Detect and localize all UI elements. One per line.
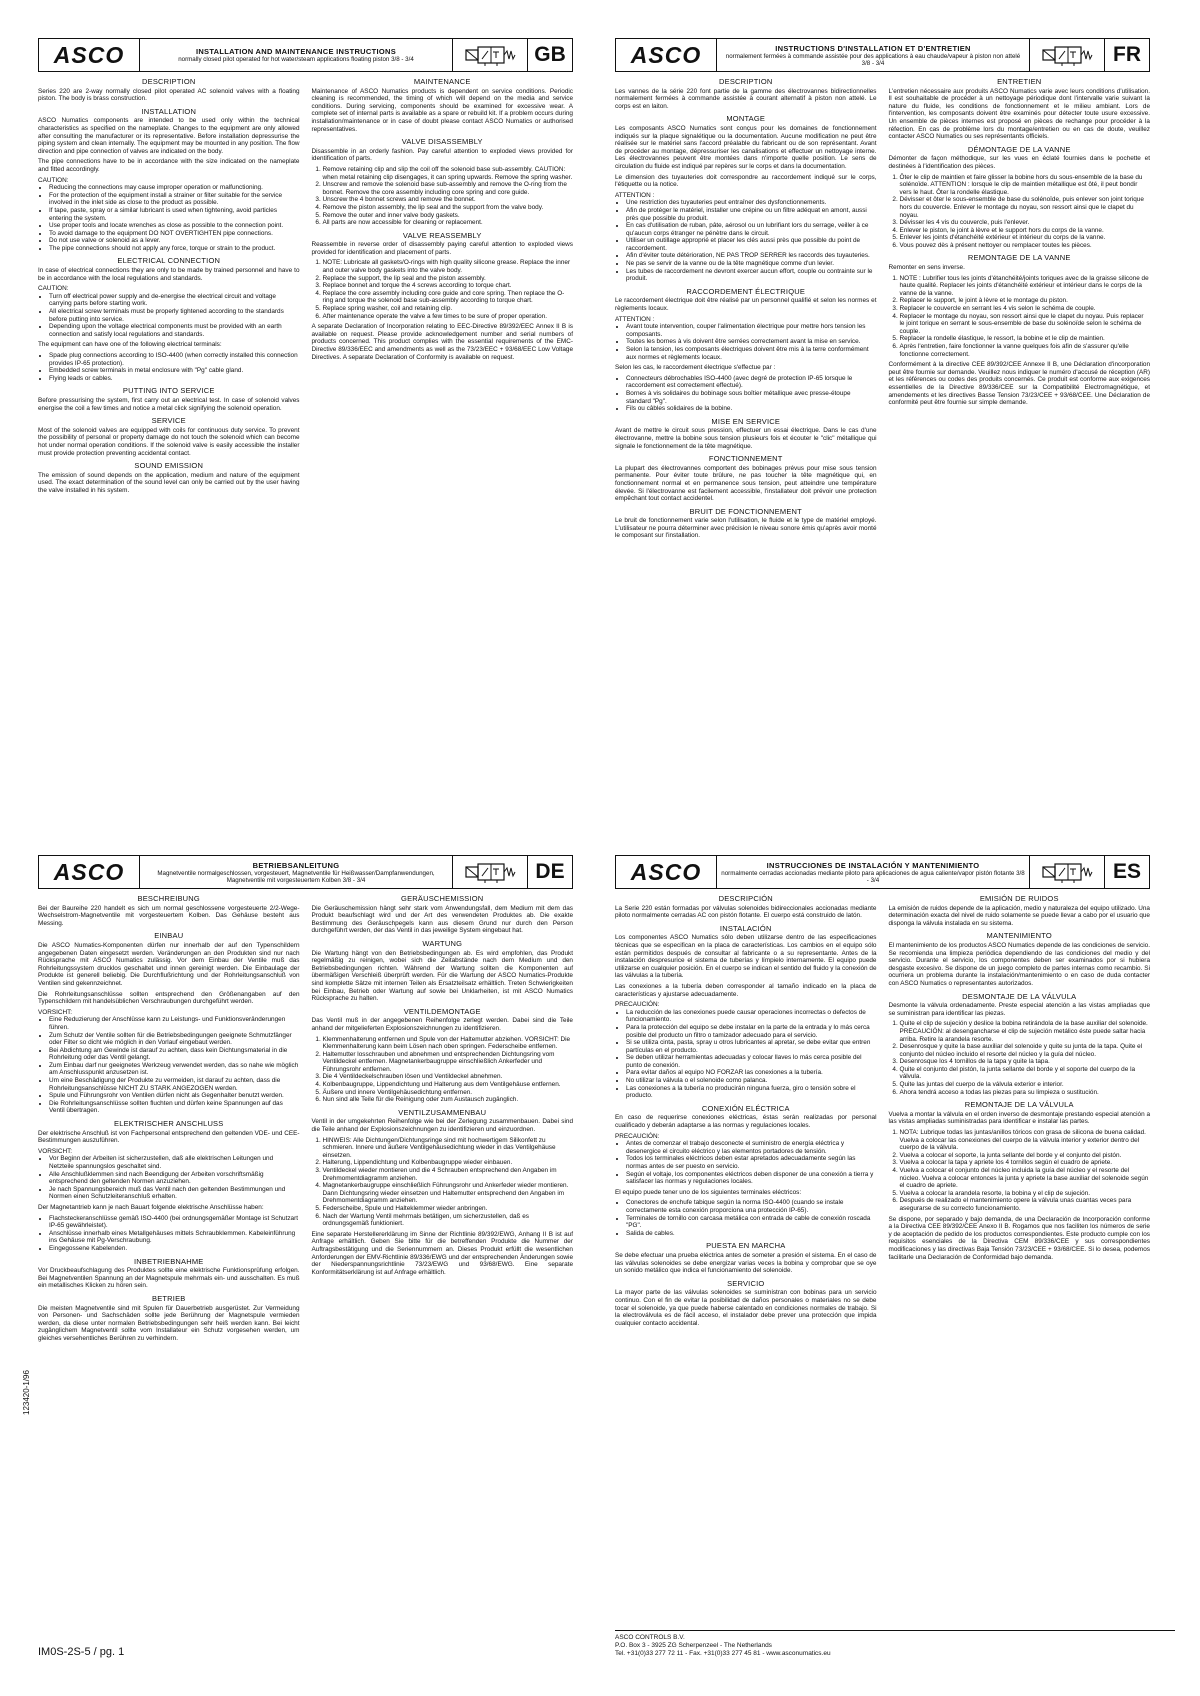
text-columns (38, 78, 573, 498)
numbered-step: 5. Federscheibe, Spule und Halteklemmer wieder anbringen. (323, 1205, 574, 1213)
bullet-item: • Anschlüsse innerhalb eines Metallgehäuses mittels Schraubklemmen. Kabeleinführung ins Gehäuse mit Pg-Verschraubung. (49, 1230, 300, 1245)
bullet-list (615, 375, 877, 413)
numbered-step: 1. HINWEIS: Alle Dichtungen/Dichtungsringe sind mit hochwertigem Silikonfett zu schmieren. Innere und äußere Ventilgehäusedichtung wieder in das Ventilgehäuse einsetzen. (323, 1137, 574, 1160)
numbered-step: 4. Replacer le montage du noyau, son ressort ainsi que le clapet du noyau. Puis replacer le joint torique en serrant le sous-ensemble de base du solénoïde selon le schéma de couple. (900, 313, 1151, 336)
paragraph: La emisión de ruidos depende de la aplicación, medio y naturaleza del equipo utilizado. Una determinación exacta del nivel de ruido solamente se puede llevar a cabo por el usuario que disponga la válvula instalada en su sistema. (888, 904, 1150, 927)
bullet-list (38, 1016, 300, 1115)
bullet-item: • Vor Beginn der Arbeiten ist sicherzustellen, daß alle elektrischen Leitungen und Netzteile spannungslos geschaltet sind. (49, 1155, 300, 1170)
paragraph: The equipment can have one of the following electrical terminals: (38, 341, 222, 349)
text-column (615, 78, 877, 543)
numbered-step: 3. Dévisser les 4 vis du couvercle, puis l'enlever. (900, 219, 1151, 227)
numbered-step: 2. Dévisser et ôter le sous-ensemble de base du solénoïde, puis enlever son joint torique hors du couvercle. Enlever le montage du noyau, son ressort ainsi que le clapet du noyau. (900, 196, 1151, 219)
paragraph: Selon les cas, le raccordement électrique s'effectue par : (615, 364, 776, 372)
quadrant-gb (38, 38, 573, 498)
section-heading: CONEXIÓN ELÉCTRICA (701, 1103, 790, 1113)
paragraph: In case of electrical connections they are only to be made by trained personnel and have to be in accordance with the local regulations and standards. (38, 267, 300, 282)
bullet-item: • En cas d'utilisation de ruban, pâte, aérosol ou un lubrifiant lors du serrage, veiller à ce qu'aucun corps étranger ne pénètre dans le circuit. (626, 222, 877, 237)
numbered-list (312, 1137, 574, 1228)
section-heading: WARTUNG (422, 938, 463, 948)
paragraph: ASCO Numatics components are intended to be used only within the technical characteristics as specified on the nameplate. Changes to the equipment are only allowed after consulting the manufacturer or its representative. Before installation depressurise the piping system and clean internally. The equipment may be mounted in any position. The flow direction and pipe connection of valves are indicated on the body. (38, 117, 300, 155)
numbered-step: 1. NOTA: Lubrique todas las juntas/anillos tóricos con grasa de silicona de buena calidad. Vuelva a colocar las conexiones del cuerpo de la válvula interior y exterior dentro del cuerpo de la válvula. (900, 1129, 1151, 1152)
section-heading: PUESTA EN MARCHA (706, 1241, 786, 1251)
bullet-item: • Para evitar daños al equipo NO FORZAR las conexiones a la tubería. (626, 1069, 877, 1077)
numbered-list (889, 1129, 1151, 1213)
paragraph: Bei der Baureihe 220 handelt es sich um normal geschlossene vorgesteuerte 2/2-Wege-Wechselstrom-Magnetventile mit vorgesteuertem Kolben. Das Gehäuse besteht aus Messing. (38, 904, 300, 927)
text-column (38, 78, 300, 498)
numbered-step: 3. Desenrosque los 4 tornillos de la tapa y quite la tapa. (900, 1058, 1151, 1066)
bullet-item: • Do not use valve or solenoid as a lever. (49, 237, 300, 245)
bullet-list (615, 1140, 877, 1186)
bullet-list (38, 293, 300, 339)
numbered-step: 6. After maintenance operate the valve a few times to be sure of proper operation. (323, 313, 574, 321)
paragraph: Disassemble in an orderly fashion. Pay careful attention to exploded views provided for identification of parts. (311, 147, 573, 163)
bullet-item: • Conectores de enchufe tabique según la norma ISO-4400 (cuando se instale correctamente esta conexión proporciona una protección IP-65). (626, 1199, 877, 1214)
section-heading: BESCHREIBUNG (137, 894, 200, 903)
bullet-item: • Les tubes de raccordement ne devront exercer aucun effort, couple ou contrainte sur le produit. (626, 268, 877, 283)
section-heading: BRUIT DE FONCTIONNEMENT (689, 506, 802, 516)
numbered-step: 5. Remove the outer and inner valve body gaskets. (323, 212, 574, 220)
paragraph: Le bruit de fonctionnement varie selon l'utilisation, le fluide et le type de matériel employé. L'utilisateur ne pourra déterminer avec précision le niveau sonore émis qu'après avoir monté le composant sur l'installation. (615, 517, 877, 540)
paragraph: La Serie 220 están formadas por válvulas solenoides bidireccionales accionadas mediante piloto normalmente cerradas AC con pistón flotante. El cuerpo está construido de latón. (615, 904, 877, 920)
bullet-item: • Spule und Führungsrohr von Ventilen dürfen nicht als Gegenhalter benutzt werden. (49, 1092, 300, 1100)
asco-logo: ASCO (39, 856, 140, 888)
bullet-item: • Je nach Spannungsbereich muß das Ventil nach den geltenden Bestimmungen und Normen einen Schutzleiteranschluß erhalten. (49, 1186, 300, 1201)
bullet-item: • Depending upon the voltage electrical components must be provided with an earth connection and satisfy local regulations and standards. (49, 323, 300, 338)
asco-logo: ASCO (39, 39, 140, 71)
bullet-item: • Para la protección del equipo se debe instalar en la parte de la entrada y lo más cerca posible del producto un filtro o tamizador adecuado para el servicio. (626, 1024, 877, 1039)
numbered-step: 6. Nach der Wartung Ventil mehrmals betätigen, um sicherzustellen, daß es ordnungsgemäß funktioniert. (323, 1213, 574, 1228)
section-heading: REMONTAGE DE LA VANNE (967, 253, 1071, 263)
company-address-block (615, 1630, 1175, 1658)
company-name: ASCO CONTROLS B.V. (615, 1634, 685, 1641)
numbered-step: 3. Replacer le couvercle en serrant les 4 vis selon le schéma de couple. (900, 305, 1151, 313)
bullet-list (38, 1215, 300, 1253)
numbered-step: 1. NOTE: Lubricate all gaskets/O-rings with high quality silicone grease. Replace the inner and outer valve body gaskets into the valve body. (323, 259, 574, 274)
paragraph: Remonter en sens inverse. (888, 264, 965, 272)
bullet-item: • Toutes les bornes à vis doivent être serrées correctement avant la mise en service. (626, 338, 877, 346)
language-code: ES (1112, 860, 1141, 883)
bullet-item: • Spade plug connections according to ISO-4400 (when correctly installed this connection provides IP-65 protection). (49, 352, 300, 367)
paragraph: Se debe efectuar una prueba eléctrica antes de someter a presión el sistema. En el caso de las válvulas solenoides se debe energizar varias veces la bobina y comprobar que se oye un sonido metálico que indica el funcionamiento del solenoide. (615, 1251, 877, 1275)
section-heading: VALVE DISASSEMBLY (401, 137, 483, 147)
paragraph: Vor Druckbeaufschlagung des Produktes sollte eine elektrische Funktionsprüfung erfolgen. Bei Magnetventilen Spannung an der Magnetspule mehrmals ein- und ausschalten. Es muß ein metallisches Klicken zu hören sein. (38, 1267, 300, 1290)
section-heading: GERÄUSCHEMISSION (401, 894, 484, 903)
bullet-list (615, 1009, 877, 1100)
bullet-item: • Utiliser un outillage approprié et placer les clés aussi près que possible du point de raccordement. (626, 237, 877, 252)
section-heading: INSTALACIÓN (719, 923, 772, 933)
numbered-step: 3. Die 4 Ventildeckelschrauben lösen und Ventildeckel abnehmen. (323, 1073, 574, 1081)
doc-subtitle: normalmente cerradas accionadas mediante piloto para aplicaciones de agua caliente/vapor pistón flotante 3/8 - 3/4 (721, 869, 1025, 884)
bullet-item: • Según el voltaje, los componentes eléctricos deben disponer de una conexión a tierra y satisfacer las normas y regulaciones locales. (626, 1171, 877, 1186)
paragraph: L'entretien nécessaire aux produits ASCO Numatics varie avec leurs conditions d'utilisation. Il est souhaitable de procéder à un nettoyage périodique dont l'intervalle varie suivant la nature du fluide, les conditions de fonctionnement et le milieu ambiant. Lors de l'intervention, les composants doivent être examinés pour détecter toute usure excessive. Un ensemble de pièces internes est proposé en pièces de rechange pour procéder à la réfection. En cas de problème lors du montage/entretien ou en cas de doute, veuillez contacter ASCO Numatics ou ses représentants officiels. (888, 87, 1150, 141)
numbered-list (312, 166, 574, 227)
bullet-list (615, 199, 877, 283)
bullet-item: • Antes de comenzar el trabajo desconecte el suministro de energía eléctrica y desenergice el circuito eléctrico y las elementos portadores de tensión. (626, 1140, 877, 1155)
language-code: GB (534, 43, 566, 66)
bullet-item: • Turn off electrical power supply and de-energise the electrical circuit and voltage carrying parts before starting work. (49, 293, 300, 308)
section-heading: EINBAU (154, 931, 184, 941)
section-heading: DESCRIPCIÓN (718, 894, 773, 903)
bullet-item: • The pipe connections should not apply any force, torque or strain to the product. (49, 245, 300, 253)
text-columns (615, 78, 1150, 543)
section-heading: MAINTENANCE (413, 77, 471, 86)
bullet-item: • Ne pas se servir de la vanne ou de la tête magnétique comme d'un levier. (626, 260, 877, 268)
numbered-step: 3. Vuelva a colocar la tapa y apriete los 4 tornillos según el cuadro de apriete. (900, 1159, 1151, 1167)
section-heading: REMONTAJE DE LA VÁLVULA (964, 1100, 1074, 1110)
paragraph: Most of the solenoid valves are equipped with coils for continuous duty service. To prevent the possibility of personal or property damage do not touch the solenoid which can become hot under normal operation conditions. If the solenoid valve is easily accessible the installer must provide protection preventing accidental contact. (38, 426, 300, 457)
doc-subtitle: Magnetventile normalgeschlossen, vorgesteuert, Magnetventile für Heißwasser/Dampfanwendungen, Magnetventile mit vorgesteuertem Kolben 3/8 - 3/4 (157, 869, 435, 884)
paragraph: El mantenimiento de los productos ASCO Numatics depende de las condiciones de servicio. Se recomienda una limpieza periódica dependiendo de las condiciones del medio y del servicio. Durante el servicio, los componentes deben ser examinados por si hubiera desgaste excesivo. Se dispone de un juego completo de partes internas como recambio. Si ocurriera un problema durante la instalación/mantenimiento o en caso de duda contacter con ASCO Numatics o representantes autorizados. (888, 941, 1150, 987)
section-heading: VENTILDEMONTAGE (403, 1006, 481, 1016)
numbered-step: 1. NOTE : Lubrifier tous les joints d'étanchéité/joints toriques avec de la graisse silicone de haute qualité. Replacer les joints d'étanchéité extérieur et intérieur dans le corps de la vanne de la vanne. (900, 275, 1151, 298)
paragraph: La plupart des électrovannes comportent des bobinages prévus pour mise sous tension permanente. Pour éviter toute brûlure, ne pas toucher la tête magnétique qui, en fonctionnement normal et en permanence sous tension, peut atteindre une température élevée. Si l'électrovanne est facilement accessible, l'installateur doit prévoir une protection empêchant tout contact accidentel. (615, 464, 877, 503)
numbered-step: 6. Después de realizado el mantenimiento opere la válvula unas cuantas veces para asegurarse de su correcto funcionamiento. (900, 1197, 1151, 1212)
section-heading: VALVE REASSEMBLY (402, 230, 482, 240)
paragraph: Maintenance of ASCO Numatics products is dependent on service conditions. Periodic cleaning is recommended, the timing of which will depend on the media and service conditions. During servicing, components should be examined for excessive wear. A complete set of internal parts is available as a spare or rebuild kit. If a problem occurs during installation/maintenance or in case of doubt please contact ASCO Numatics or authorised representatives. (311, 87, 573, 133)
language-code: FR (1113, 43, 1141, 66)
caution-label: VORSICHT: (38, 1147, 73, 1155)
bullet-item: • Todos los terminales eléctricos deben estar apretados adecuadamente según las normas antes de ser puesto en servicio. (626, 1155, 877, 1170)
bullet-item: • Afin de protéger le matériel, installer une crépine ou un filtre adéquat en amont, aussi près que possible du produit. (626, 207, 877, 222)
bullet-list (38, 352, 300, 382)
bullet-item: • La reducción de las conexiones puede causar operaciones incorrectas o defectos de funcionamiento. (626, 1009, 877, 1024)
doc-subtitle: normally closed pilot operated for hot water/steam applications floating piston 3/8 - 3/4 (178, 56, 414, 63)
quadrant-es (615, 855, 1150, 1330)
text-column (312, 895, 574, 1345)
section-heading: INBETRIEBNAHME (134, 1256, 204, 1266)
numbered-step: 1. Remove retaining clip and slip the coil off the solenoid base sub-assembly. CAUTION: when metal retaining clip disengages, it can spring upwards. Remove the spring washer. (323, 166, 574, 181)
bullet-item: • Use proper tools and locate wrenches as close as possible to the connection point. (49, 222, 300, 230)
numbered-step: 4. Magnetankerbaugruppe einschließlich Führungsrohr und Ankerfeder wieder montieren. Dann Dichtungsring wieder einsetzen und Haltemutter entsprechend den Angaben im Drehmomentdiagramm anziehen. (323, 1182, 574, 1205)
numbered-step: 5. Quite las juntas del cuerpo de la válvula exterior e interior. (900, 1081, 1151, 1089)
numbered-step: 1. Klemmenhalterung entfernen und Spule von der Haltemutter abziehen. VORSICHT: Die Klemmenhalterung kann beim Lösen nach oben springen. Federscheibe entfernen. (323, 1036, 574, 1051)
numbered-step: 3. Unscrew the 4 bonnet screws and remove the bonnet. (323, 196, 574, 204)
text-column (38, 895, 300, 1345)
section-heading: ELECTRICAL CONNECTION (117, 256, 221, 266)
valve-symbol-icon (462, 43, 518, 67)
paragraph: Der elektrische Anschluß ist von Fachpersonal entsprechend den geltenden VDE- und CEE-Bestimmungen auszuführen. (38, 1129, 300, 1145)
paragraph: Le raccordement électrique doit être réalisé par un personnel qualifié et selon les normes et règlements locaux. (615, 297, 877, 313)
bullet-item: • Alle Anschlußklemmen sind nach Beendigung der Arbeiten vorschriftsmäßig entsprechend den geltenden Normen anzuziehen. (49, 1171, 300, 1186)
caution-label: PRECAUCIÓN: (615, 1001, 660, 1009)
bullet-item: • If tape, paste, spray or a similar lubricant is used when tightening, avoid particles entering the system. (49, 207, 300, 222)
paragraph: A separate Declaration of Incorporation relating to EEC-Directive 89/392/EEC Annex II B is available on request. Please provide acknowledgement number and serial numbers of products concerned. This product complies with the essential requirements of the EMC-Directive 89/336/EEC and amendments as well as the 73/23/EEC + 93/68/EEC Low Voltage Directives. A separate Declaration of Conformity is available on request. (311, 323, 573, 361)
numbered-list (889, 1020, 1151, 1096)
bullet-item: • Salida de cables. (626, 1230, 877, 1238)
bullet-list (615, 1199, 877, 1237)
section-heading: SERVICIO (727, 1278, 765, 1288)
bullet-item: • Selon la tension, les composants électriques doivent être mis à la terre conformément aux normes et règlements locaux. (626, 346, 877, 361)
doc-title: BETRIEBSANLEITUNG (252, 860, 340, 870)
paragraph: The emission of sound depends on the application, medium and nature of the equipment used. The exact determination of the sound level can only be carried out by the user having the valve installed in his system. (38, 471, 300, 494)
asco-logo: ASCO (616, 39, 717, 71)
company-address: P.O. Box 3 - 3925 ZG Scherpenzeel - The Netherlands (615, 1642, 772, 1649)
section-heading: BETRIEB (152, 1293, 186, 1303)
section-heading: SERVICE (151, 416, 186, 426)
bullet-item: • No utilizar la válvula o el solenoide como palanca. (626, 1077, 877, 1085)
header-bar (38, 38, 573, 72)
numbered-step: 4. Enlever le piston, le joint à lèvre et le support hors du corps de la vanne. (900, 227, 1151, 235)
section-heading: DESMONTAJE DE LA VÁLVULA (962, 991, 1077, 1001)
numbered-step: 2. Replace the support, the lip seal and the piston assembly. (323, 275, 574, 283)
paragraph: Das Ventil muß in der angegebenen Reihenfolge zerlegt werden. Dabei sind die Teile anhand der mitgelieferten Explosionszeichnungen zu identifizieren. (311, 1017, 573, 1032)
bullet-item: • Si se utiliza cinta, pasta, spray u otros lubricantes al apretar, se debe evitar que entren partículas en el producto. (626, 1039, 877, 1054)
doc-title: INSTRUCTIONS D'INSTALLATION ET D'ENTRETIEN (775, 43, 971, 53)
header-title-block (140, 856, 453, 888)
bullet-list (38, 1155, 300, 1201)
bullet-list (615, 323, 877, 361)
numbered-step: 3. Replace bonnet and torque the 4 screws according to torque chart. (323, 282, 574, 290)
language-code: DE (535, 860, 565, 883)
section-heading: SOUND EMISSION (134, 461, 204, 471)
paragraph: En caso de requerirse conexiones eléctricas, éstas serán realizadas por personal cualificado y deberán adaptarse a las normas y regulaciones locales. (615, 1114, 877, 1130)
valve-symbol-icon (1039, 860, 1095, 884)
quadrant-fr (615, 38, 1150, 543)
section-heading: ENTRETIEN (997, 77, 1042, 86)
numbered-step: 5. Enlever les joints d'étanchéité extérieur et intérieur du corps de la vanne. (900, 234, 1151, 242)
valve-symbol (1030, 39, 1105, 71)
section-heading: MONTAGE (726, 114, 766, 124)
paragraph: Before pressurising the system, first carry out an electrical test. In case of solenoid valves energise the coil a few times and notice a metal click signifying the solenoid operation. (38, 396, 300, 412)
paragraph: Reassemble in reverse order of disassembly paying careful attention to exploded views provided for identification and placement of parts. (311, 241, 573, 256)
page-number: IM0S-2S-5 / pg. 1 (38, 1646, 125, 1658)
paragraph: Démonter de façon méthodique, sur les vues en éclaté fournies dans le pochette et destinées à l'identification des pièces. (888, 155, 1150, 170)
header-title-block (717, 39, 1030, 71)
bullet-item: • Connecteurs débrochables ISO-4400 (avec degré de protection IP-65 lorsque le raccordement est correctement effectué). (626, 375, 877, 390)
numbered-step: 1. Ôter le clip de maintien et faire glisser la bobine hors du sous-ensemble de la base du solénoïde. ATTENTION : lorsque le clip de maintien métallique est ôté, il peut bondir vers le haut. Ôter la rondelle élastique. (900, 174, 1151, 197)
numbered-step: 2. Desenrosque y quite la base auxiliar del solenoide y quite su junta de la tapa. Quite el conjunto del núcleo incluido el resorte del núcleo y la guía del núcleo. (900, 1043, 1151, 1058)
bullet-item: • Bei Abdichtung am Gewinde ist darauf zu achten, dass kein Dichtungsmaterial in die Rohrleitung oder das Ventil gelangt. (49, 1047, 300, 1062)
valve-symbol-icon (462, 860, 518, 884)
numbered-step: 6. Ahora tendrá acceso a todas las piezas para su limpieza o sustitución. (900, 1089, 1151, 1097)
caution-label: PRECAUCIÓN: (615, 1132, 660, 1140)
numbered-step: 5. Replace spring washer, coil and retaining clip. (323, 305, 574, 313)
paragraph: Die Rohrleitungsanschlüsse sollten entsprechend den Größenangaben auf den Typenschildern mit handelsüblichen Verschraubungen durchgeführt werden. (38, 990, 300, 1006)
section-heading: DÉMONTAGE DE LA VANNE (967, 144, 1071, 154)
paragraph: La mayor parte de las válvulas solenoides se suministran con bobinas para un servicio continuo. Con el fin de evitar la posibilidad de daños personales o materiales no se debe tocar el solenoide, ya que puede haberse calentado en condiciones normales de trabajo. Si la electroválvula es de fácil acceso, el instalador debe prever una protección que impida cualquier contacto accidental. (615, 1289, 877, 1327)
section-heading: ELEKTRISCHER ANSCHLUSS (114, 1119, 224, 1129)
paragraph: Series 220 are 2-way normally closed pilot operated AC solenoid valves with a floating piston. The body is brass construction. (38, 87, 300, 103)
header-bar (38, 855, 573, 889)
numbered-step: 4. Vuelva a colocar el conjunto del núcleo incluida la guía del núcleo y el resorte del núcleo. Vuelva a colocar entonces la junta y apriete la base auxiliar del solenoide según el cuadro de apriete. (900, 1167, 1151, 1190)
section-heading: FONCTIONNEMENT (708, 454, 783, 464)
numbered-step: 6. Nun sind alle Teile für die Reinigung oder zum Austausch zugänglich. (323, 1096, 574, 1104)
paragraph: Le dimension des tuyauteries doit correspondre au raccordement indiqué sur le corps, l'étiquette ou la notice. (615, 173, 877, 189)
paragraph: Der Magnetantrieb kann je nach Bauart folgende elektrische Anschlüsse haben: (38, 1203, 264, 1211)
bullet-item: • Las conexiones a la tubería no producirán ninguna fuerza, giro o tensión sobre el producto. (626, 1085, 877, 1100)
paragraph: Desmonte la válvula ordenadamente. Preste especial atención a las vistas ampliadas que se suministran para identificar las piezas. (888, 1002, 1150, 1017)
bullet-item: • Fils ou câbles solidaires de la bobine. (626, 405, 877, 413)
paragraph: Los componentes ASCO Numatics sólo deben utilizarse dentro de las especificaciones técnicas que se especifican en la placa de características. Los cambios en el equipo sólo están permitidos después de consultar al fabricante o a su representante. Antes de la instalación despresurice el sistema de tuberías y límpielo internamente. El equipo puede utilizarse en cualquier posición. En el cuerpo se indican el sentido del fluido y la conexión de las válvulas a la tubería. (615, 934, 877, 980)
bullet-item: • Um eine Beschädigung der Produkte zu vermeiden, ist darauf zu achten, dass die Rohrleitungsanschlüsse NICHT ZU STARK ANGEZOGEN werden. (49, 1077, 300, 1092)
paragraph: Avant de mettre le circuit sous pression, effectuer un essai électrique. Dans le cas d'une électrovanne, mettre la bobine sous tension plusieurs fois et écouter le "clic" métallique qui signale le fonctionnement de la tête magnétique. (615, 427, 877, 450)
section-heading: INSTALLATION (141, 106, 197, 116)
numbered-step: 3. Ventildeckel wieder montieren und die 4 Schrauben entsprechend den Angaben im Drehmomentdiagramm anziehen. (323, 1167, 574, 1182)
numbered-step: 2. Vuelva a colocar el soporte, la junta sellante del borde y el conjunto del pistón. (900, 1152, 1151, 1160)
header-title-block (717, 856, 1030, 888)
bullet-item: • Embedded screw terminals in metal enclosure with "Pg" cable gland. (49, 367, 300, 375)
bullet-item: • Terminales de tornillo con carcasa metálica con entrada de cable de conexión roscada "PG". (626, 1215, 877, 1230)
section-heading: VENTILZUSAMMENBAU (398, 1107, 487, 1117)
numbered-step: 5. Replacer la rondelle élastique, le ressort, la bobine et le clip de maintien. (900, 335, 1151, 343)
text-columns (615, 895, 1150, 1330)
numbered-step: 4. Kolbenbaugruppe, Lippendichtung und Halterung aus dem Ventilgehäuse entfernen. (323, 1081, 574, 1089)
caution-label: CAUTION: (38, 176, 69, 184)
section-heading: RACCORDEMENT ÉLECTRIQUE (686, 286, 806, 296)
paragraph: El equipo puede tener uno de los siguientes terminales eléctricos: (615, 1188, 802, 1196)
paragraph: Les vannes de la série 220 font partie de la gamme des électrovannes bidirectionnelles normalement fermées à commande assistée à courant alternatif à piston non attelé. Le corps est en laiton. (615, 87, 877, 110)
section-heading: MISE EN SERVICE (711, 416, 781, 426)
valve-symbol (453, 39, 528, 71)
section-heading: EMISIÓN DE RUIDOS (979, 894, 1059, 903)
numbered-list (889, 174, 1151, 250)
paragraph: Conformément à la directive CEE 89/392/CEE Annexe II B, une Déclaration d'incorporation peut être fournie sur demande. Veuillez nous indiquer le numéro d'accusé de réception (AR) et les références ou codes des produits concernés. Ce produit est conforme aux exigences essentielles de la Directive 89/336/CEE sur la Compatibilité Electromagnétique, et amendements et les directives Basse Tension 73/23/CEE + 93/68/CEE. Une Déclaration de conformité peut être fournie sur simple demande. (888, 361, 1150, 407)
paragraph: Ventil in der umgekehrten Reihenfolge wie bei der Zerlegung zusammenbauen. Dabei sind die Teile anhand der Explosionszeichnungen zu identifizieren und einzuordnen. (311, 1118, 573, 1134)
bullet-item: • To avoid damage to the equipment DO NOT OVERTIGHTEN pipe connections. (49, 230, 300, 238)
bullet-list (38, 184, 300, 252)
bullet-item: • Avant toute intervention, couper l'alimentation électrique pour mettre hors tension les composants. (626, 323, 877, 338)
quadrant-de (38, 855, 573, 1345)
valve-symbol (453, 856, 528, 888)
company-contact: Tel. +31(0)33 277 72 11 - Fax. +31(0)33 277 45 81 - www.asconumatics.eu (615, 1650, 831, 1657)
doc-title: INSTALLATION AND MAINTENANCE INSTRUCTIONS (195, 47, 397, 56)
paragraph: Las conexiones a la tubería deben corresponder al tamaño indicado en la placa de características y ajustarse adecuadamente. (615, 982, 877, 998)
header-bar (615, 38, 1150, 72)
section-heading: PUTTING INTO SERVICE (122, 386, 215, 396)
text-column (889, 895, 1151, 1330)
valve-symbol-icon (1039, 43, 1095, 67)
bullet-item: • Flying leads or cables. (49, 375, 300, 383)
numbered-step: 6. Après l'entretien, faire fonctionner la vanne quelques fois afin de s'assurer qu'elle fonctionne correctement. (900, 343, 1151, 358)
bullet-item: • Zum Schutz der Ventile sollten für die Betriebsbedingungen geeignete Schmutzfänger oder Filter so dicht wie möglich in den Vorlauf eingebaut werden. (49, 1032, 300, 1047)
numbered-list (889, 275, 1151, 359)
paragraph: Die Geräuschemission hängt sehr stark vom Anwendungsfall, dem Medium mit dem das Produkt beaufschlagt wird und der Art des verwendeten Produktes ab. Die exakte Bestimmung des Geräuschpegels kann aus diesem Grund nur durch den Person durchgeführt werden, der das Ventil in das jeweilige System eingebaut hat. (311, 904, 573, 935)
bullet-item: • Se deben utilizar herramientas adecuadas y colocar llaves lo más cerca posible del punto de conexión. (626, 1054, 877, 1069)
bullet-item: • Bornes à vis solidaires du bobinage sous boîtier métallique avec presse-étoupe standard "Pg". (626, 390, 877, 405)
doc-title: INSTRUCCIONES DE INSTALACIÓN Y MANTENIMIENTO (766, 860, 980, 870)
text-column (615, 895, 877, 1330)
paragraph: Vuelva a montar la válvula en el orden inverso de desmontaje prestando especial atención a las vistas ampliadas suministradas para identificar e instalar las partes. (888, 1110, 1150, 1126)
numbered-step: 2. Replacer le support, le joint à lèvre et le montage du piston. (900, 297, 1151, 305)
bullet-item: • Zum Einbau darf nur geeignetes Werkzeug verwendet werden, das so nahe wie möglich am Anschlusspunkt anzusetzen ist. (49, 1062, 300, 1077)
caution-label: CAUTION: (38, 285, 69, 293)
numbered-step: 5. Vuelva a colocar la arandela resorte, la bobina y el clip de sujeción. (900, 1190, 1151, 1198)
bullet-item: • For the protection of the equipment install a strainer or filter suitable for the service involved in the inlet side as close to the product as possible. (49, 192, 300, 207)
valve-symbol (1030, 856, 1105, 888)
numbered-step: 2. Haltemutter losschrauben und abnehmen und entsprechenden Dichtungsring vom Ventildeckel entfernen. Magnetankerbaugruppe einschließlich Ankerfeder und Führungsrohr entfernen. (323, 1051, 574, 1074)
caution-label: ATTENTION : (615, 315, 655, 323)
section-heading: DESCRIPTION (142, 77, 196, 86)
bullet-item: • All electrical screw terminals must be properly tightened according to the standards before putting into service. (49, 308, 300, 323)
document-code: 123420-1/96 (22, 1370, 31, 1415)
numbered-step: 4. Replace the core assembly including core guide and core spring. Then replace the O-ring and torque the solenoid base sub-assembly according to torque chart. (323, 290, 574, 305)
paragraph: Eine separate Herstellererklärung im Sinne der Richtlinie 89/392/EWG, Anhang II B ist auf Anfrage erhältlich. Geben Sie bitte für die betreffenden Produkte die Nummer der Auftragsbestätigung und die Seriennummern an. Dieses Produkt erfüllt die wesentlichen Anforderungen der EMV-Richtlinie 89/336/EWG und der entsprechenden Änderungen sowie der Niederspannungsrichtlinie 73/23/EWG und 93/68/EWG. Eine separate Konformitätserklärung ist auf Anfrage erhältlich. (311, 1230, 573, 1276)
bullet-item: • Eingegossene Kabelenden. (49, 1245, 300, 1253)
bullet-item: • Eine Reduzierung der Anschlüsse kann zu Leistungs- und Funktionsveränderungen führen. (49, 1016, 300, 1031)
paragraph: Die meisten Magnetventile sind mit Spulen für Dauerbetrieb ausgerüstet. Zur Vermeidung von Personen- und Sachschäden sollte jede Berührung der Magnetspule vermieden werden, da diese unter normalen Betriebsbedingungen sehr heiß werden kann. Bei leicht zugänglichem Magnetventil sollte vom Installateur ein Schutz vorgesehen werden, um gleiches versehentliches Berühren zu verhindern. (38, 1304, 300, 1342)
header-bar (615, 855, 1150, 889)
bullet-item: • Afin d'éviter toute détérioration, NE PAS TROP SERRER les raccords des tuyauteries. (626, 252, 877, 260)
paragraph: The pipe connections have to be in accordance with the size indicated on the nameplate and fitted accordingly. (38, 158, 300, 173)
numbered-step: 4. Quite el conjunto del pistón, la junta sellante del borde y el soporte del cuerpo de la válvula. (900, 1066, 1151, 1081)
doc-subtitle: normalement fermées à commande assistée pour des applications à eau chaude/vapeur à piston non attelé 3/8 - 3/4 (725, 52, 1021, 67)
numbered-step: 6. All parts are now accessible for cleaning or replacement. (323, 219, 574, 227)
numbered-step: 1. Quite el clip de sujeción y deslice la bobina retirándola de la base auxiliar del solenoide. PRECAUCIÓN: al desengancharse el clip de sujeción metálico éste puede saltar hacia arriba. Retire la arandela resorte. (900, 1020, 1151, 1043)
bullet-item: • Die Rohrleitungsanschlüsse sollten fluchten und dürfen keine Spannungen auf das Ventil übertragen. (49, 1100, 300, 1115)
numbered-step: 4. Remove the piston assembly, the lip seal and the support from the valve body. (323, 204, 574, 212)
section-heading: MANTENIMIENTO (986, 931, 1052, 941)
numbered-step: 2. Unscrew and remove the solenoid base sub-assembly and remove the O-ring from the bonnet. Remove the core assembly including core spring and core guide. (323, 181, 574, 196)
text-column (889, 78, 1151, 543)
paragraph: Die Wartung hängt von den Betriebsbedingungen ab. Es wird empfohlen, das Produkt regelmäßig zu reinigen, wobei sich die Zeitabstände nach dem Medium und den Betriebsbedingungen richten. Während der Wartung sollten die Komponenten auf übermäßigen Verschleiß überprüft werden. Für die Wartung der ASCO Numatics-Produkte sind komplette Sätze mit internen Teilen als Ersatzteilsatz erhältlich. Treten Schwierigkeiten bei Einbau, Betrieb oder Wartung auf sowie bei Unklarheiten, ist mit ASCO Numatics Rücksprache zu halten. (311, 949, 573, 1003)
text-columns (38, 895, 573, 1345)
header-title-block (140, 39, 453, 71)
numbered-list (312, 1036, 574, 1104)
bullet-item: • Flachsteckeranschlüsse gemäß ISO-4400 (bei ordnungsgemäßer Montage ist Schutzart IP-65 gewährleistet). (49, 1215, 300, 1230)
numbered-list (312, 259, 574, 320)
numbered-step: 2. Halterung, Lippendichtung und Kolbenbaugruppe wieder einbauen. (323, 1159, 574, 1167)
bullet-item: • Une restriction des tuyauteries peut entraîner des dysfonctionnements. (626, 199, 877, 207)
paragraph: Die ASCO Numatics-Komponenten dürfen nur innerhalb der auf den Typenschildern angegebenen Daten eingesetzt werden. Veränderungen an den Produkten sind nur nach Rücksprache mit ASCO Numatics zulässig. Vor dem Einbau der Ventile muß das Rohrleitungssystem drucklos geschaltet und innen gereinigt werden. Die Einbaulage der Produkte ist generell beliebig. Die Durchflußrichtung und der Rohrleitungsanschluß von Ventilen sind gekennzeichnet. (38, 941, 300, 987)
bullet-item: • Reducing the connections may cause improper operation or malfunctioning. (49, 184, 300, 192)
paragraph: Les composants ASCO Numatics sont conçus pour les domaines de fonctionnement indiqués sur la plaque signalétique ou la documentation. Aucune modification ne peut être réalisée sur le matériel sans l'accord préalable du fabricant ou de son représentant. Avant de procéder au montage, dépressuriser les canalisations et effectuer un nettoyage interne. Les électrovannes peuvent être montées dans n'importe quelle position. Le sens de circulation du fluide est indiqué par repères sur le corps et dans la documentation. (615, 124, 877, 170)
asco-logo: ASCO (616, 856, 717, 888)
text-column (312, 78, 574, 498)
caution-label: ATTENTION : (615, 191, 655, 199)
numbered-step: 6. Vous pouvez dès à présent nettoyer ou remplacer toutes les pièces. (900, 242, 1151, 250)
paragraph: Se dispone, por separado y bajo demanda, de una Declaración de Incorporación conforme a la Directiva CEE 89/392/CEE Anexo II B. Rogamos que nos faciliten los números de serie y de aceptación de pedido de los productos correspondientes. Este producto cumple con los requisitos esenciales de la Directiva CEM 89/336/CEE y sus correspondientes modificaciones y las directivas Baja Tensión 73/23/CEE + 93/68/CEE. Si lo desea, podemos facilitarle una Declaración de Conformidad bajo demanda. (888, 1215, 1150, 1261)
section-heading: DESCRIPTION (719, 77, 773, 86)
caution-label: VORSICHT: (38, 1008, 73, 1016)
numbered-step: 5. Äußere und innere Ventilgehäusedichtung entfernen. (323, 1089, 574, 1097)
